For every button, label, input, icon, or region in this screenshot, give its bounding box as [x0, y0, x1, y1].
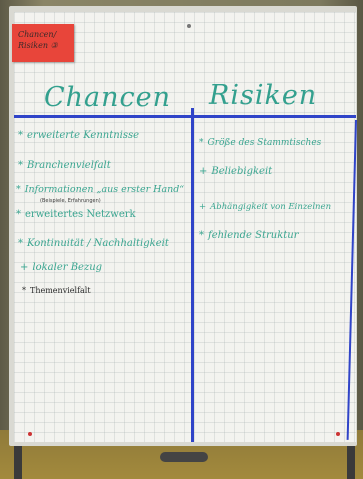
- sticky-note-line2: Risiken ③: [18, 41, 58, 50]
- risiken-item: * fehlende Struktur: [199, 230, 299, 241]
- sticky-note-line1: Chancen/: [18, 30, 57, 39]
- flipchart-paper: [14, 12, 356, 442]
- chancen-item: * Themenvielfalt: [22, 286, 91, 295]
- chancen-item: * erweiterte Kenntnisse: [18, 130, 140, 141]
- sticky-note: [12, 24, 74, 62]
- risiken-item: * Größe des Stammtisches: [199, 138, 322, 148]
- chancen-item: + lokaler Bezug: [20, 262, 103, 273]
- easel-foot: [160, 452, 208, 462]
- vertical-divider: [191, 108, 194, 442]
- horizontal-divider: [14, 115, 356, 118]
- chancen-item: * Kontinuität / Nachhaltigkeit: [18, 238, 169, 249]
- pin-icon: [187, 24, 191, 28]
- risiken-item: + Beliebigkeit: [199, 166, 273, 177]
- flipchart-board: [9, 6, 357, 446]
- risiken-item: + Abhängigkeit von Einzelnen: [199, 202, 332, 212]
- heading-risiken: Risiken: [209, 80, 318, 111]
- chancen-item: * Informationen „aus erster Hand“: [16, 184, 185, 195]
- heading-chancen: Chancen: [44, 82, 172, 113]
- corner-dot: [336, 432, 340, 436]
- chancen-item: * Branchenvielfalt: [18, 160, 111, 171]
- chancen-subnote: (Beispiele, Erfahrungen): [40, 198, 101, 204]
- corner-dot: [28, 432, 32, 436]
- right-edge-line: [347, 120, 357, 440]
- chancen-item: * erweitertes Netzwerk: [16, 209, 136, 220]
